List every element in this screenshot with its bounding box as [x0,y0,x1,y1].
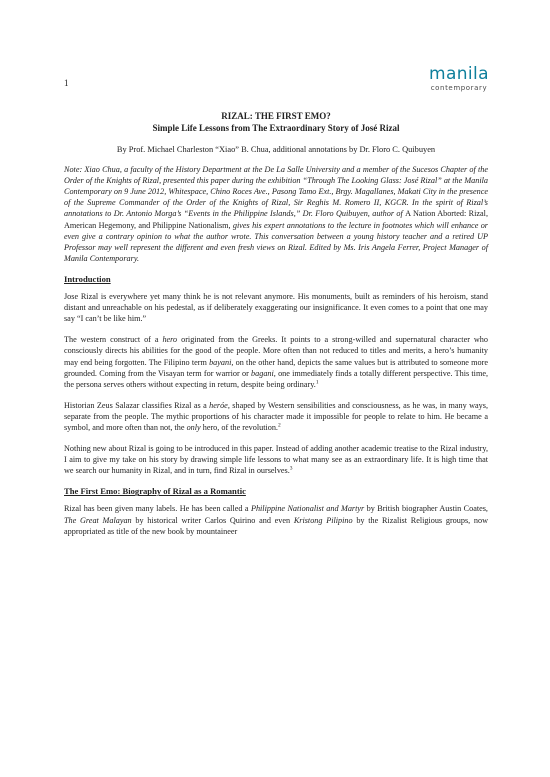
paragraph-3 [64,400,488,433]
p2-term-bagani: bagani [251,368,274,378]
note-book-title: A Nation Aborted: Rizal, American Hegemony, and Philippine Nationalism [64,209,488,230]
title-line-1: RIZAL: THE FIRST EMO? [221,111,331,121]
page-number: 1 [64,78,69,88]
document-body [64,100,488,547]
p5-title-great-malayan: The Great Malayan [64,515,132,525]
p5-text-c: by British biographer Austin Coates, [364,504,488,514]
document-title [64,110,488,134]
logo-main-text: manila [428,64,490,84]
p2-text-a: The western construct of a [64,335,163,345]
footnote-ref-1[interactable]: 1 [315,378,319,385]
p3-text-c: , shaped by Western sensibilities and consciousness, as he was, in many ways, separate from the people. The mythic proportions of his character made it impossible for people to relate to him. He became a symbol, and more often than not, the [64,400,488,432]
p2-text-g: , one immediately finds a totally different perspective. This time, the persona serves others without expecting in return, despite being ordinary. [64,368,488,389]
p3-text-a: Historian Zeus Salazar classifies Rizal as a [64,400,210,410]
editor-note [64,164,488,264]
p2-term-hero: hero [162,335,178,345]
note-text-1: Note: Xiao Chua, a faculty of the History Department at the De La Salle University and a member of the Sucesos Chapter of the Order of the Knights of Rizal, presented this paper during the exhibition “Through The Looking Glass: José Rizal” at the Manila Contemporary on 9 June 2012, Whitespace, Chino Roces Ave., Pasong Tamo Ext., Brgy. Magallanes, Makati City in the presence of the Supreme Commander of the Order of the Knights of Rizal, Sir Reghis M. Romero II, KGCR. In the spirit of Rizal’s annotations to Dr. Antonio Morga’s “Events in the Philippine Islands,” Dr. Floro Quibuyen, author of [64,165,488,219]
p2-text-c: originated from the Greeks. It points to a strong-willed and supernatural character who consciously directs his abilities for the good of the people. More often than not reduced to titles and merits, a hero’s humanity may end being forgotten. The Filipino term [64,335,488,367]
logo-sub-text: contemporary [430,84,488,92]
title-line-2: Simple Life Lessons from The Extraordinary Story of José Rizal [152,123,400,133]
footnote-ref-3[interactable]: 3 [289,465,293,472]
p5-text-a: Rizal has been given many labels. He has been called a [64,504,251,514]
first-emo-heading: The First Emo: Biography of Rizal as a Romantic [64,486,246,497]
p3-term-only: only [186,422,201,432]
paragraph-2 [64,334,488,389]
byline: By Prof. Michael Charleston “Xiao” B. Chua, additional annotations by Dr. Floro C. Quibuyen [116,145,436,154]
p4-text: Nothing new about Rizal is going to be introduced in this paper. Instead of adding another academic treatise to the Rizal industry, I aim to give my take on his story by drawing simple life lessons to what many see as an extraordinary life. It is high time that we search our humanity in Rizal, and in turn, find Rizal in ourselves. [64,444,488,476]
introduction-heading: Introduction [64,273,111,284]
p5-title-martyr: Philippine Nationalist and Martyr [250,504,365,514]
p5-text-e: by historical writer Carlos Quirino and even [131,515,294,525]
paragraph-4 [64,443,488,476]
p2-text-e: , on the other hand, depicts the same values but is attributed to someone more grounded. Coming from the Visayan term for warrior or [64,357,488,378]
note-text-2: , gives his expert annotations to the lecture in footnotes which will enhance or even give a contrary opinion to what the author wrote. This conversation between a young history teacher and a retired UP Professor may well represent the different and even fresh views on Rizal. Edited by Ms. Iris Angela Ferrer, Project Manager of Manila Contemporary. [64,220,488,263]
p3-term-heroe: heróe [209,400,228,410]
p5-text-g: by the Rizalist Religious groups, now appropriated as title of the new book by mountaineer [64,515,489,536]
p2-term-bayani: bayani [209,357,232,367]
paragraph-1: Jose Rizal is everywhere yet many think he is not relevant anymore. His monuments, built as reminders of his heroism, stand distant and unreachable on his pedestal, as if deliberately exaggerating our insignificance. It even comes to a point that one may say “I can’t be like him.” [64,292,488,324]
p3-text-e: hero, of the revolution. [200,422,278,432]
manila-contemporary-logo [428,66,490,92]
footnote-ref-2[interactable]: 2 [277,422,281,429]
paragraph-5 [64,503,488,536]
p5-title-kristong-pilipino: Kristong Pilipino [293,515,353,525]
